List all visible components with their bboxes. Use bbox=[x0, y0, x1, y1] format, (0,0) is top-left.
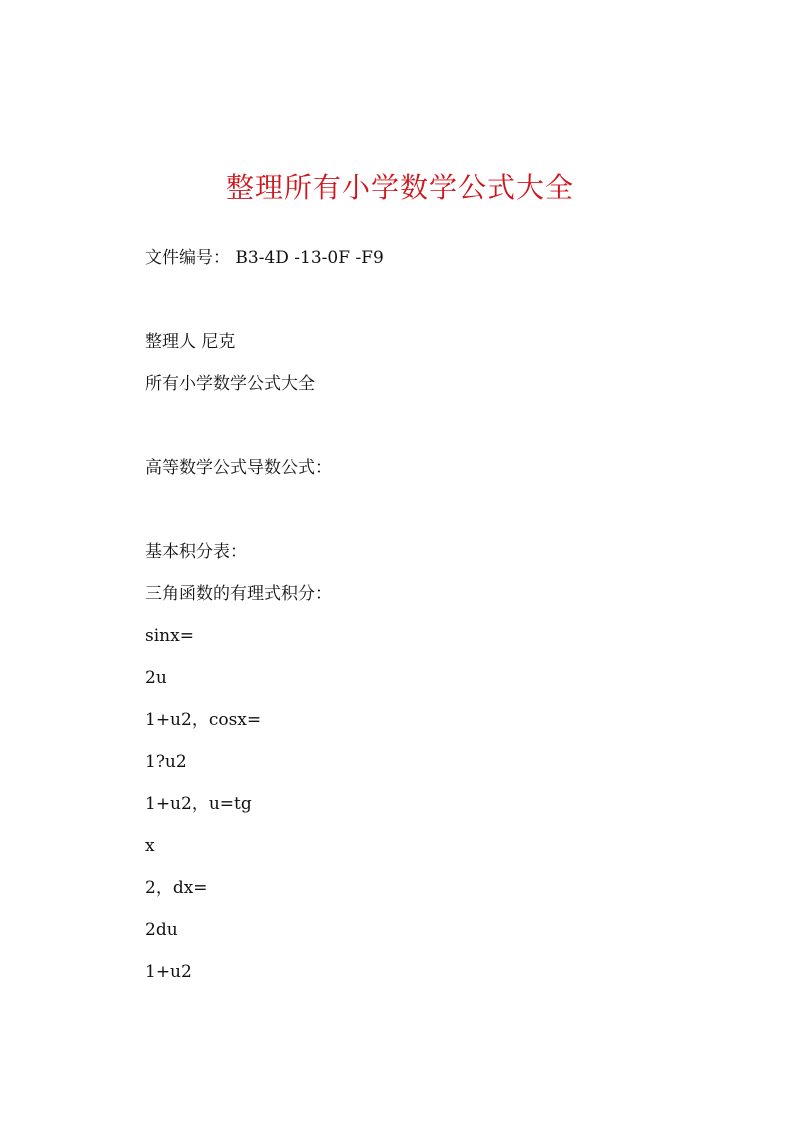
organizer-line: 整理人 尼克 bbox=[145, 332, 236, 352]
subtitle-line: 所有小学数学公式大全 bbox=[145, 374, 315, 394]
section-trig-rational-integral: 三角函数的有理式积分： bbox=[145, 584, 332, 604]
file-number: 文件编号： B3-4D -13-0F -F9 bbox=[145, 248, 384, 268]
section-basic-integral-table: 基本积分表： bbox=[145, 542, 247, 562]
formula-line: 2，dx= bbox=[145, 878, 208, 898]
formula-line: 1+u2 bbox=[145, 962, 192, 982]
formula-line: 1+u2，cosx= bbox=[145, 710, 262, 730]
formula-line: sinx= bbox=[145, 626, 194, 646]
formula-line: 1+u2，u=tg bbox=[145, 794, 252, 814]
formula-line: x bbox=[145, 836, 155, 856]
formula-line: 2du bbox=[145, 920, 178, 940]
document-title: 整理所有小学数学公式大全 bbox=[225, 171, 574, 204]
section-derivative-formulas: 高等数学公式导数公式： bbox=[145, 458, 332, 478]
formula-line: 1?u2 bbox=[145, 752, 187, 772]
formula-line: 2u bbox=[145, 668, 167, 688]
